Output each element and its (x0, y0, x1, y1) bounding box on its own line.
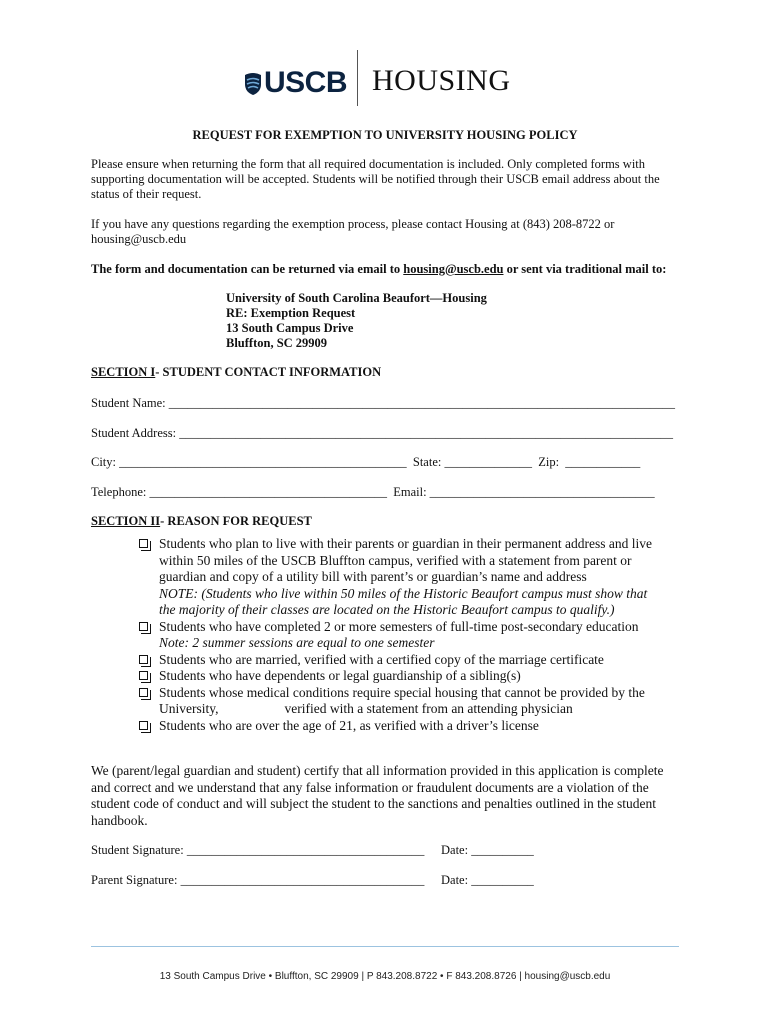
checkbox-icon[interactable] (139, 688, 148, 697)
intro-paragraph-1: Please ensure when returning the form that all required documentation is included. Only completed forms with supporting documentation will be accepted. Students will be notified through their USCB email address about the status of their request. (91, 157, 660, 201)
checkbox-icon[interactable] (139, 539, 148, 548)
section-1-label: SECTION I (91, 365, 156, 379)
page-footer: 13 South Campus Drive • Bluffton, SC 29909 | P 843.208.8722 • F 843.208.8726 | housing@uscb.edu (159, 971, 611, 982)
section-2-heading (91, 514, 312, 529)
logo-housing-text: HOUSING (372, 64, 511, 97)
reason-list (138, 536, 683, 734)
checkbox-icon[interactable] (139, 671, 148, 680)
section-2-title: - REASON FOR REQUEST (160, 514, 312, 528)
parent-date-field[interactable]: Date: __________ (441, 873, 534, 887)
checkbox-icon[interactable] (139, 655, 148, 664)
page-header (0, 50, 770, 110)
return-email-link[interactable]: housing@uscb.edu (403, 262, 504, 276)
footer-rule (91, 946, 679, 947)
reason-text: Students who are over the age of 21, as verified with a driver’s license (159, 717, 539, 733)
reason-text: Students who have completed 2 or more semesters of full-time post-secondary education (159, 618, 639, 634)
reason-item-parents (138, 536, 683, 619)
reason-text: Students whose medical conditions require special housing that cannot be provided by the (159, 684, 645, 700)
address-line-3: 13 South Campus Drive (226, 321, 354, 335)
section-1-title: - STUDENT CONTACT INFORMATION (155, 365, 382, 379)
section-1-heading (91, 365, 381, 380)
logo-divider (357, 50, 358, 106)
student-address-field[interactable]: Student Address: _______________________________________________________________________________ (91, 426, 673, 440)
student-signature-field[interactable]: Student Signature: ______________________________________ (91, 843, 425, 857)
telephone-email-field[interactable]: Telephone: ______________________________________ Email: ____________________________________ (91, 485, 655, 499)
student-date-field[interactable]: Date: __________ (441, 843, 534, 857)
reason-text: Students who have dependents or legal guardianship of a sibling(s) (159, 668, 521, 683)
form-title: REQUEST FOR EXEMPTION TO UNIVERSITY HOUSING POLICY (192, 128, 578, 142)
reason-text: Students who are married, verified with a certified copy of the marriage certificate (159, 651, 604, 667)
return-suffix: or sent via traditional mail to: (503, 262, 667, 276)
logo-uscb-text: USCB (264, 66, 348, 99)
mailing-address (226, 291, 487, 351)
checkbox-icon[interactable] (139, 622, 148, 631)
certification-statement: We (parent/legal guardian and student) certify that all information provided in this application is complete and correct and we understand that any false information or fraudulent documents are a violation of the student code of conduct and will subject the student to the sanctions and penalties outlined in the student handbook. (91, 763, 664, 828)
uscb-shield-icon (244, 72, 262, 96)
city-state-zip-field[interactable]: City: ______________________________________________ State: ______________ Zip: ____________ (91, 455, 641, 469)
student-name-field[interactable]: Student Name: _________________________________________________________________________________ (91, 396, 676, 410)
address-line-2: RE: Exemption Request (226, 306, 356, 320)
reason-note: Note: 2 summer sessions are equal to one semester (159, 635, 435, 650)
reason-text: within 50 miles of the USCB Bluffton campus, verified with a statement from parent or (159, 552, 632, 568)
reason-text-part: University, (159, 701, 219, 716)
reason-text-part: verified with a statement from an attending physician (284, 701, 573, 716)
reason-item-married (138, 652, 683, 669)
address-line-1: University of South Carolina Beaufort—Housing (226, 291, 487, 305)
intro-paragraph-2: If you have any questions regarding the exemption process, please contact Housing at (843) 208-8722 or housing@uscb.edu (91, 217, 615, 246)
parent-signature-field[interactable]: Parent Signature: _______________________________________ (91, 873, 425, 887)
reason-text (159, 701, 683, 718)
return-instructions (91, 262, 681, 277)
return-prefix: The form and documentation can be returned via email to (91, 262, 404, 276)
reason-text: guardian and copy of a utility bill with parent’s or guardian’s name and address (159, 569, 587, 584)
reason-item-semesters (138, 619, 683, 652)
reason-text: Students who plan to live with their parents or guardian in their permanent address and live (159, 536, 653, 551)
reason-note: NOTE: (Students who live within 50 miles of the Historic Beaufort campus must show that (159, 585, 648, 601)
checkbox-icon[interactable] (139, 721, 148, 730)
address-line-4: Bluffton, SC 29909 (226, 336, 328, 350)
section-2-label: SECTION II (91, 514, 161, 528)
reason-item-age (138, 718, 683, 735)
reason-item-dependents (138, 668, 683, 685)
reason-note: the majority of their classes are located on the Historic Beaufort campus to qualify.) (159, 602, 615, 617)
reason-item-medical (138, 685, 683, 718)
